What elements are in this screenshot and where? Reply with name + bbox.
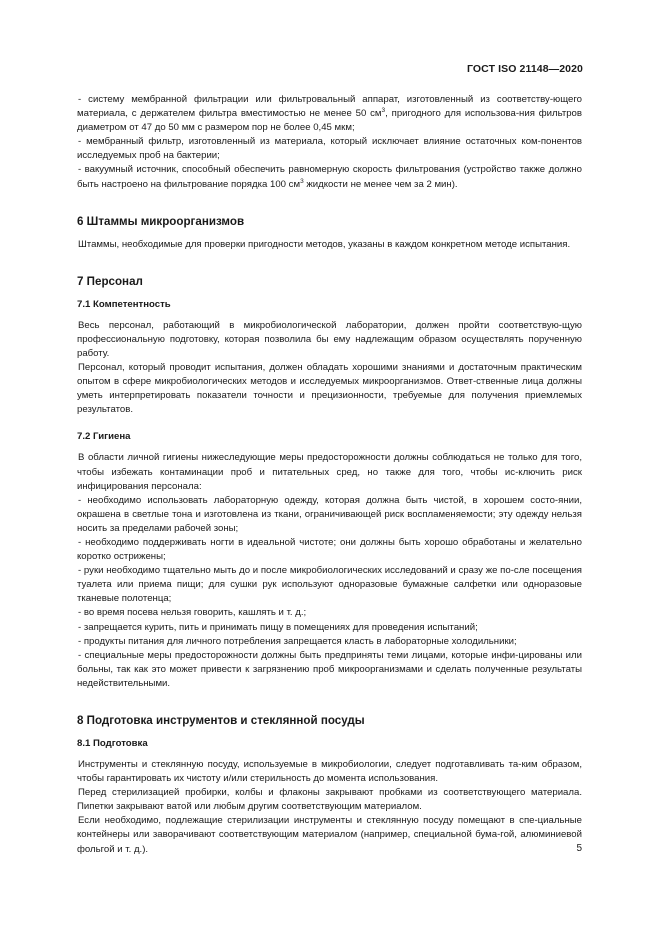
paragraph: Перед стерилизацией пробирки, колбы и флаконы закрывают пробками из соответствующего материала. Пипетки закрывают ватой или любым другим соответствующим материалом. xyxy=(77,787,582,813)
list-item: - продукты питания для личного потребления запрещается класть в лабораторные холодильники; xyxy=(78,635,517,647)
paragraph: Инструменты и стеклянную посуду, используемые в микробиологии, следует подготавливать та-ким образом, чтобы гарантировать их чистоту и/или стерильность до момента использования. xyxy=(77,759,582,785)
paragraph: Весь персонал, работающий в микробиологической лаборатории, должен пройти соответствую-щую профессиональную подготовку, которая позволила бы ему надлежащим образом осуществлять порученную работу. xyxy=(77,319,582,359)
list-item: - систему мембранной фильтрации или фильтровальный аппарат, изготовленный из соответству-ющего материала, с держателем фильтра вместимостью не менее 50 $см^3$, пригодного для использова-ния фильтров диаметром от 47 до 50 мм с размером пор не более 0,45 мкм; xyxy=(77,94,582,134)
page-number: 5 xyxy=(576,843,582,854)
list-item: - необходимо поддерживать ногти в идеальной чистоте; они должны быть хорошо обработаны и желательно коротко острижены; xyxy=(77,536,582,563)
paragraph: Штаммы, необходимые для проверки пригодности методов, указаны в каждом конкретном методе испытания. xyxy=(78,238,571,250)
subsection-heading: 7.1 Компетентность xyxy=(77,298,171,310)
list-item: - вакуумный источник, способный обеспечить равномерную скорость фильтрования (устройство также должно быть настроено на фильтрование порядка 100 $см^3$ жидкости не менее чем за 2 мин). xyxy=(77,164,582,190)
section-heading: 6 Штаммы микроорганизмов xyxy=(77,214,245,228)
list-item: - необходимо использовать лабораторную одежду, которая должна быть чистой, в хорошем состо-янии, окрашена в светлые тона и изготовлена из ткани, ограничивающей риск воспламеняемости; эту одежду нельзя носить за пределами рабочей зоны; xyxy=(77,494,582,534)
document-body xyxy=(77,93,582,857)
list-item: - запрещается курить, пить и принимать пищу в помещениях для проведения испытаний; xyxy=(78,621,478,633)
list-item: - мембранный фильтр, изготовленный из материала, который исключает влияние остаточных ком-понентов исследуемых проб на бактерии; xyxy=(77,136,582,162)
list-item: - руки необходимо тщательно мыть до и после микробиологических исследований и сразу же по-сле посещения туалета или приема пищи; для сушки рук используют одноразовые бумажные салфетки или одноразовые тканевые полотенца; xyxy=(77,565,582,605)
list-item: - во время посева нельзя говорить, кашлять и т. д.; xyxy=(78,607,307,619)
list-item: - специальные меры предосторожности должны быть предприняты теми лицами, которые инфи-цированы или больны, так как это может привести к загрязнению проб микроорганизмами и сделать полученные результаты недействительными. xyxy=(77,649,582,689)
section-heading: 7 Персонал xyxy=(77,274,143,288)
document-header: ГОСТ ISO 21148—2020 xyxy=(466,63,583,75)
paragraph: Персонал, который проводит испытания, должен обладать хорошими знаниями и достаточным практическим опытом в сфере микробиологических методов и исследуемых микроорганизмов. Ответ-ственные лица должны уметь интерпретировать показатели точности и прецизионности, требуемые для получения приемлемых результатов. xyxy=(77,362,582,416)
subsection-heading: 7.2 Гигиена xyxy=(77,431,131,443)
subsection-heading: 8.1 Подготовка xyxy=(77,738,148,749)
section-heading: 8 Подготовка инструментов и стеклянной посуды xyxy=(77,714,365,727)
paragraph: Если необходимо, подлежащие стерилизации инструменты и стеклянную посуду помещают в спе-циальные контейнеры или заворачивают соответствующим материалом (например, специальной бума-гой, алюминиевой фольгой и т. д.). xyxy=(77,815,582,855)
paragraph: В области личной гигиены нижеследующие меры предосторожности должны соблюдаться не только для того, чтобы избежать контаминации проб и питательных сред, но также для того, чтобы ис-ключить риск инфицирования персонала: xyxy=(77,452,582,492)
